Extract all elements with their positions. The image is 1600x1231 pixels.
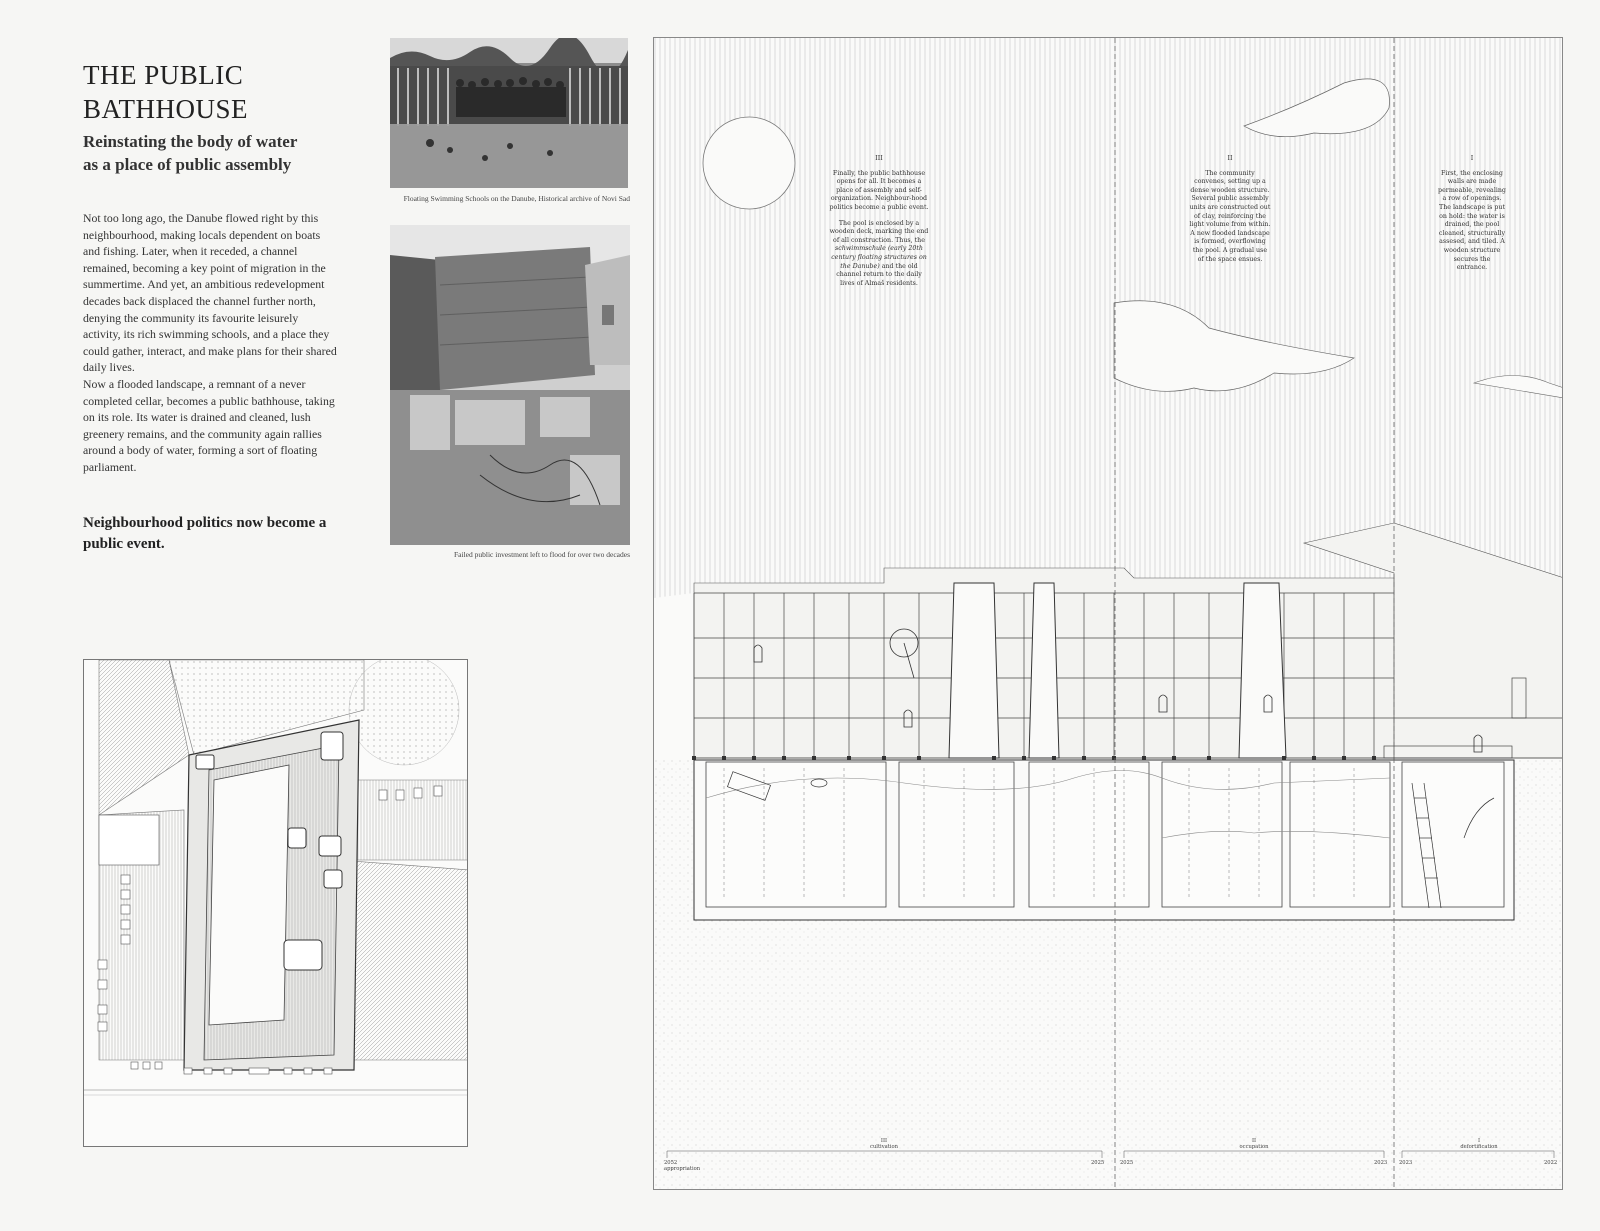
timeline-i-start: 2023 <box>1399 1160 1413 1166</box>
timeline-iii-numeral: III <box>880 1138 888 1144</box>
stage-i-text <box>1438 155 1506 280</box>
stage-ii-text <box>1189 155 1271 271</box>
stage-iii-paragraph-1: Finally, the public bathhouse opens for all. It becomes a place of assembly and self-organization. Neighbour-hood politics become a public event. <box>829 169 929 211</box>
stage-ii-numeral: II <box>1227 155 1233 162</box>
stage-i-numeral: I <box>1470 155 1474 162</box>
timeline-i-label: defortification <box>1460 1144 1498 1150</box>
page-subtitle: Reinstating the body of water as a place of public assembly <box>83 132 298 174</box>
timeline-i-end: 2022 <box>1544 1160 1558 1166</box>
stage-iii-numeral: III <box>875 155 883 162</box>
historical-swimming-school-photo <box>390 38 628 188</box>
stage-iii-paragraph-2: The pool is enclosed by a wooden deck, marking the end of all construction. Thus, the schwimmschule (early 20th century floating structures on the Danube) and the old channel return to the daily lives of Almaš residents. <box>829 219 929 287</box>
photo-caption-1: Floating Swimming Schools on the Danube, Historical archive of Novi Sad <box>403 194 630 203</box>
intro-text <box>83 210 338 476</box>
timeline-ii-numeral: II <box>1251 1138 1257 1144</box>
intro-paragraph-2: Now a flooded landscape, a remnant of a never completed cellar, becomes a public bathhouse, taking on its role. Its water is drained and cleaned, lush greenery remains, and the community again rallies around a body of water, forming a sort of floating parliament. <box>83 376 335 474</box>
page-title: THE PUBLIC BATHHOUSE <box>83 60 249 124</box>
timeline-ii-end: 2023 <box>1374 1160 1388 1166</box>
stage-ii-paragraph: The community convenes, setting up a dense wooden structure. Several public assembly units are constructed out of clay, reinforcing the light volume from within. A new flooded landscape is formed, overflowing the pool. A gradual use of the space ensues. <box>1189 169 1271 263</box>
stage-i-paragraph: First, the enclosing walls are made permeable, revealing a row of openings. The landscape is put on hold: the water is drained, the pool cleaned, structurally assesed, and tiled. A wooden structure secures the entrance. <box>1438 169 1506 272</box>
intro-paragraph-1: Not too long ago, the Danube flowed right by this neighbourhood, making locals dependent on boats and fishing. Later, when it receded, a channel remained, becoming a key point of migration in the summertime. And yet, an ambitious redevelopment decades back displaced the channel further north, denying the community its favourite leisurely activity, its rich swimming schools, and a place they could gather, interact, and make plans for their shared daily lives. <box>83 211 337 375</box>
photo-caption-2: Failed public investment left to flood for over two decades <box>454 550 630 559</box>
timeline-ii-label: occupation <box>1239 1144 1269 1150</box>
timeline-ii-start: 2025 <box>1120 1160 1134 1166</box>
timeline-i-numeral: I <box>1477 1138 1481 1144</box>
timeline-iii-end: 2025 <box>1091 1160 1105 1166</box>
timeline-iii-start-label: appropriation <box>664 1166 701 1172</box>
timeline-iii-label: cultivation <box>870 1144 898 1150</box>
site-plan-drawing <box>83 659 468 1147</box>
flooded-cellar-photo <box>390 225 630 545</box>
stage-iii-text <box>829 155 929 295</box>
timeline-iii-start: 2052 <box>664 1160 678 1166</box>
section-drawing <box>653 37 1563 1190</box>
emphasis-statement: Neighbourhood politics now become a public event. <box>83 515 327 552</box>
